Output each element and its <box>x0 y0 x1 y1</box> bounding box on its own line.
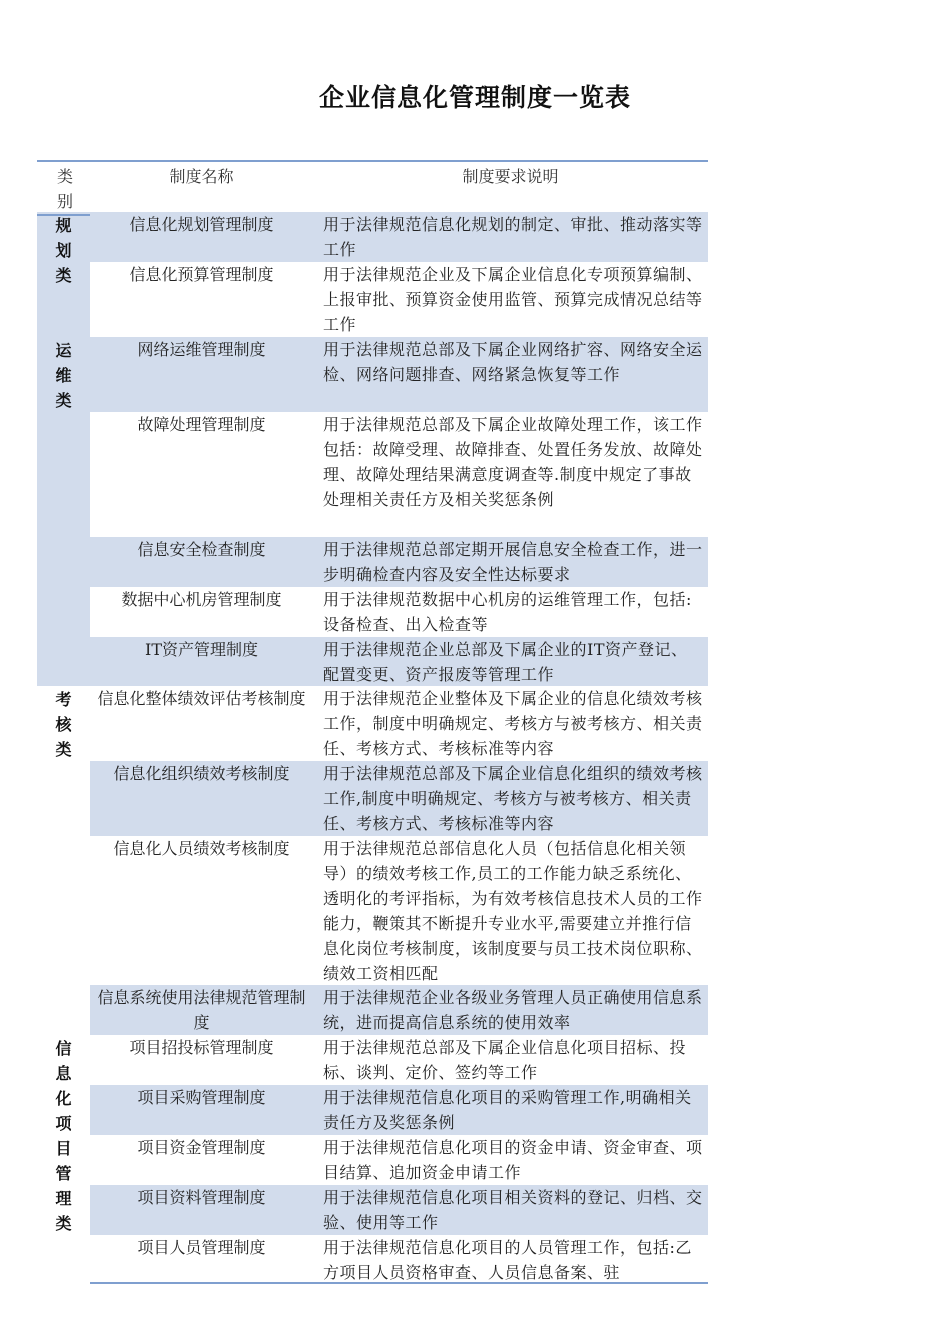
table-row <box>37 985 708 1035</box>
header-desc: 制度要求说明 <box>462 167 559 186</box>
header-name: 制度名称 <box>169 167 234 186</box>
policy-desc: 用于法律规范总部及下属企业信息化组织的绩效考核工作,制度中明确规定、考核方与被考核方、相关责任、考核方式、考核标准等内容 <box>323 764 703 833</box>
policy-name: 项目资金管理制度 <box>137 1138 266 1157</box>
policy-name: 信息安全检查制度 <box>137 540 266 559</box>
table-row <box>37 1185 708 1235</box>
policy-desc: 用于法律规范信息化项目的人员管理工作，包括:乙方项目人员资格审查、人员信息备案、驻 <box>323 1238 692 1282</box>
policy-name: 信息化规划管理制度 <box>129 215 274 234</box>
policy-name: IT资产管理制度 <box>145 640 258 659</box>
policy-name: 数据中心机房管理制度 <box>121 590 282 609</box>
policy-name: 网络运维管理制度 <box>137 340 266 359</box>
policy-desc: 用于法律规范总部及下属企业信息化项目招标、投标、谈判、定价、签约等工作 <box>323 1038 687 1082</box>
category-label-project-management: 信 息 化 项 目 管 理 类 <box>55 1039 72 1233</box>
policy-name: 项目采购管理制度 <box>137 1088 266 1107</box>
page-title: 企业信息化管理制度一览表 <box>318 83 631 112</box>
policy-desc: 用于法律规范企业及下属企业信息化专项预算编制、上报审批、预算资金使用监管、预算完成情况总结等工作 <box>323 265 703 334</box>
category-label-assessment: 考 核 类 <box>55 690 72 759</box>
policy-desc: 用于法律规范信息化项目的资金申请、资金审查、项目结算、追加资金申请工作 <box>323 1138 703 1182</box>
policy-name: 信息化组织绩效考核制度 <box>113 764 290 783</box>
table-row <box>37 1085 708 1135</box>
policy-desc: 用于法律规范总部及下属企业网络扩容、网络安全运检、网络问题排查、网络紧急恢复等工作 <box>323 340 703 384</box>
policy-desc: 用于法律规范总部及下属企业故障处理工作，该工作包括：故障受理、故障排查、处置任务发放、故障处理、故障处理结果满意度调查等.制度中规定了事故处理相关责任方及相关奖惩条例 <box>323 415 703 509</box>
policy-table <box>37 160 708 216</box>
policy-name: 信息系统使用法律规范管理制度 <box>97 988 306 1032</box>
table-row <box>37 1035 708 1085</box>
policy-desc: 用于法律规范信息化规划的制定、审批、推动落实等工作 <box>323 215 703 259</box>
policy-desc: 用于法律规范信息化项目的采购管理工作,明确相关责任方及奖惩条例 <box>323 1088 692 1132</box>
header-category: 类 别 <box>57 167 74 211</box>
policy-name: 项目人员管理制度 <box>137 1238 266 1257</box>
policy-name: 项目招投标管理制度 <box>129 1038 274 1057</box>
policy-desc: 用于法律规范数据中心机房的运维管理工作，包括:设备检查、出入检查等 <box>323 590 692 634</box>
table-row <box>37 262 708 337</box>
policy-name: 信息化预算管理制度 <box>129 265 274 284</box>
table-row <box>37 1235 708 1282</box>
policy-desc: 用于法律规范信息化项目相关资料的登记、归档、交验、使用等工作 <box>323 1188 703 1232</box>
policy-desc: 用于法律规范企业各级业务管理人员正确使用信息系统，进而提高信息系统的使用效率 <box>323 988 703 1032</box>
table-row <box>37 836 708 985</box>
policy-desc: 用于法律规范总部信息化人员（包括信息化相关领导）的绩效考核工作,员工的工作能力缺乏系统化、透明化的考评指标，为有效考核信息技术人员的工作能力，鞭策其不断提升专业水平,需要建立并推行信息化岗位考核制度，该制度要与员工技术岗位职称、绩效工资相匹配 <box>323 839 703 983</box>
table-row <box>37 637 708 686</box>
policy-desc: 用于法律规范企业总部及下属企业的IT资产登记、配置变更、资产报废等管理工作 <box>323 640 688 684</box>
policy-desc: 用于法律规范总部定期开展信息安全检查工作，进一步明确检查内容及安全性达标要求 <box>323 540 703 584</box>
table-bottom-rule <box>90 1282 708 1284</box>
policy-name: 信息化人员绩效考核制度 <box>113 839 290 858</box>
policy-name: 故障处理管理制度 <box>137 415 266 434</box>
table-row <box>37 686 708 761</box>
table-row <box>37 337 708 412</box>
policy-name: 项目资料管理制度 <box>137 1188 266 1207</box>
table-row <box>37 537 708 587</box>
policy-name: 信息化整体绩效评估考核制度 <box>97 689 306 708</box>
table-header <box>37 160 708 216</box>
table-row <box>37 412 708 537</box>
policy-desc: 用于法律规范企业整体及下属企业的信息化绩效考核工作，制度中明确规定、考核方与被考核方、相关责任、考核方式、考核标准等内容 <box>323 689 703 758</box>
category-label-operations: 运 维 类 <box>55 341 72 410</box>
table-row <box>37 1135 708 1185</box>
table-row <box>37 761 708 836</box>
table-row <box>37 212 708 262</box>
table-row <box>37 587 708 637</box>
category-label-planning: 规 划 类 <box>55 216 72 285</box>
